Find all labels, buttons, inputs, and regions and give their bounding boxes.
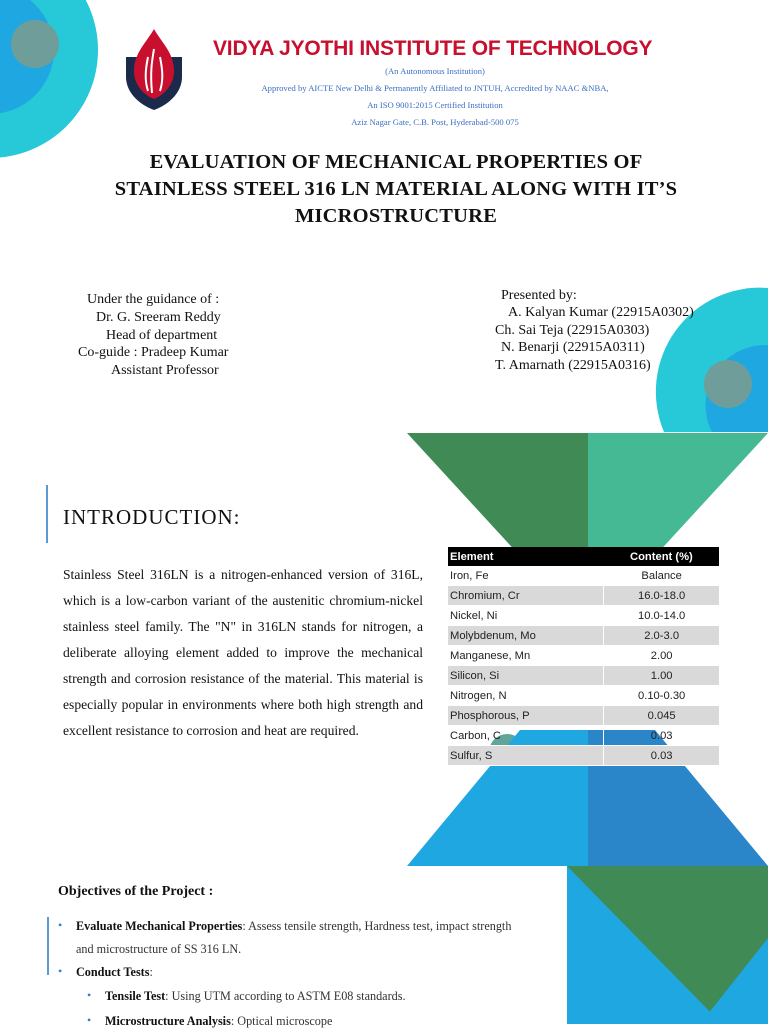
institute-address: Aziz Nagar Gate, C.B. Post, Hyderabad-500 075 xyxy=(351,117,519,127)
objectives-heading: Objectives of the Project : xyxy=(58,884,214,899)
objectives-accent-bar xyxy=(47,917,49,975)
sub-objective-2 xyxy=(105,1014,332,1029)
presented-heading: Presented by: xyxy=(501,288,577,303)
objectives-list xyxy=(58,918,558,1028)
coguide-role: Assistant Professor xyxy=(111,363,219,379)
title-line-2: STAINLESS STEEL 316 LN MATERIAL ALONG WITH IT’S xyxy=(114,178,678,200)
member-3: N. Benarji (22915A0311) xyxy=(501,340,645,356)
guidance-block xyxy=(72,291,228,380)
table-row xyxy=(448,706,719,726)
introduction-body: Stainless Steel 316LN is a nitrogen-enhanced version of 316L, which is a low-carbon variant of the austenitic chromium-nickel stainless steel family. The "N" in 316LN stands for nitrogen, a deliberate alloying element added to improve the mechanical strength and corrosion resistance of the material. This material is especially popular in environments where both high strength and excellent resistance to corrosion and heat are required. xyxy=(63,567,423,738)
content-cell: 16.0-18.0 xyxy=(604,586,719,606)
upper-funnel-left xyxy=(407,433,588,556)
content-cell: 0.03 xyxy=(604,726,719,746)
institute-status: (An Autonomous Institution) xyxy=(385,66,485,76)
element-cell: Nitrogen, N xyxy=(448,686,604,706)
upper-funnel-right xyxy=(588,433,768,556)
objective-1-continued: and microstructure of SS 316 LN. xyxy=(76,942,242,956)
table-row xyxy=(448,606,719,626)
content-cell: 10.0-14.0 xyxy=(604,606,719,626)
title-line-1: EVALUATION OF MECHANICAL PROPERTIES OF xyxy=(149,151,643,173)
content-cell: Balance xyxy=(604,566,719,586)
table-row xyxy=(448,646,719,666)
guide-role: Head of department xyxy=(106,327,218,343)
content-cell: 0.045 xyxy=(604,706,719,726)
element-cell: Manganese, Mn xyxy=(448,646,604,666)
header-element: Element xyxy=(448,547,604,566)
right-gray-circle xyxy=(704,360,752,408)
element-cell: Phosphorous, P xyxy=(448,706,604,726)
content-cell: 2.00 xyxy=(604,646,719,666)
table-row xyxy=(448,746,719,766)
objective-1-text: : Assess tensile strength, Hardness test, impact strength xyxy=(242,919,512,933)
sub-objective-1-title: Tensile Test xyxy=(105,989,166,1003)
element-cell: Sulfur, S xyxy=(448,746,604,766)
bullet-icon: • xyxy=(58,918,63,932)
title-line-3: MICROSTRUCTURE xyxy=(294,205,498,227)
project-title xyxy=(60,149,732,230)
coguide-name: Co-guide : Pradeep Kumar xyxy=(78,345,229,361)
intro-accent-bar xyxy=(46,485,48,543)
table-row xyxy=(448,726,719,746)
objective-2-title: Conduct Tests xyxy=(76,965,150,979)
content-cell: 0.10-0.30 xyxy=(604,686,719,706)
institute-approval: Approved by AICTE New Delhi & Permanently Affiliated to JNTUH, Accredited by NAAC &NBA, xyxy=(261,83,609,93)
objective-2 xyxy=(76,965,153,980)
table-row xyxy=(448,586,719,606)
element-cell: Silicon, Si xyxy=(448,666,604,686)
table-row xyxy=(448,666,719,686)
bullet-icon: • xyxy=(87,1013,92,1027)
objective-1 xyxy=(76,919,511,934)
table-row xyxy=(448,566,719,586)
content-cell: 0.03 xyxy=(604,746,719,766)
member-2: Ch. Sai Teja (22915A0303) xyxy=(495,322,650,338)
member-4: T. Amarnath (22915A0316) xyxy=(495,357,651,373)
bullet-icon: • xyxy=(87,988,92,1002)
sub-objective-2-title: Microstructure Analysis xyxy=(105,1014,231,1028)
objective-2-text: : xyxy=(149,965,153,979)
content-cell: 1.00 xyxy=(604,666,719,686)
header-content: Content (%) xyxy=(604,547,719,566)
bullet-icon: • xyxy=(58,964,63,978)
presented-block xyxy=(490,287,694,374)
element-cell: Chromium, Cr xyxy=(448,586,604,606)
element-cell: Carbon, C xyxy=(448,726,604,746)
element-cell: Nickel, Ni xyxy=(448,606,604,626)
top-left-gray-circle xyxy=(11,20,59,68)
table-row xyxy=(448,626,719,646)
sub-objective-1 xyxy=(105,989,406,1004)
institute-name: VIDYA JYOTHI INSTITUTE OF TECHNOLOGY xyxy=(213,37,653,60)
guide-name: Dr. G. Sreeram Reddy xyxy=(96,309,221,325)
institute-logo xyxy=(122,27,186,111)
institute-iso: An ISO 9001:2015 Certified Institution xyxy=(367,100,503,110)
element-cell: Iron, Fe xyxy=(448,566,604,586)
table-row xyxy=(448,686,719,706)
objective-1-title: Evaluate Mechanical Properties xyxy=(76,919,243,933)
element-cell: Molybdenum, Mo xyxy=(448,626,604,646)
guidance-heading: Under the guidance of : xyxy=(87,292,220,307)
sub-objective-1-text: : Using UTM according to ASTM E08 standards. xyxy=(165,989,406,1003)
composition-table xyxy=(448,547,719,766)
sub-objective-2-text: : Optical microscope xyxy=(230,1014,333,1028)
table-header-row xyxy=(448,547,719,566)
content-cell: 2.0-3.0 xyxy=(604,626,719,646)
introduction-heading: INTRODUCTION: xyxy=(63,505,241,529)
member-1: A. Kalyan Kumar (22915A0302) xyxy=(508,305,694,321)
